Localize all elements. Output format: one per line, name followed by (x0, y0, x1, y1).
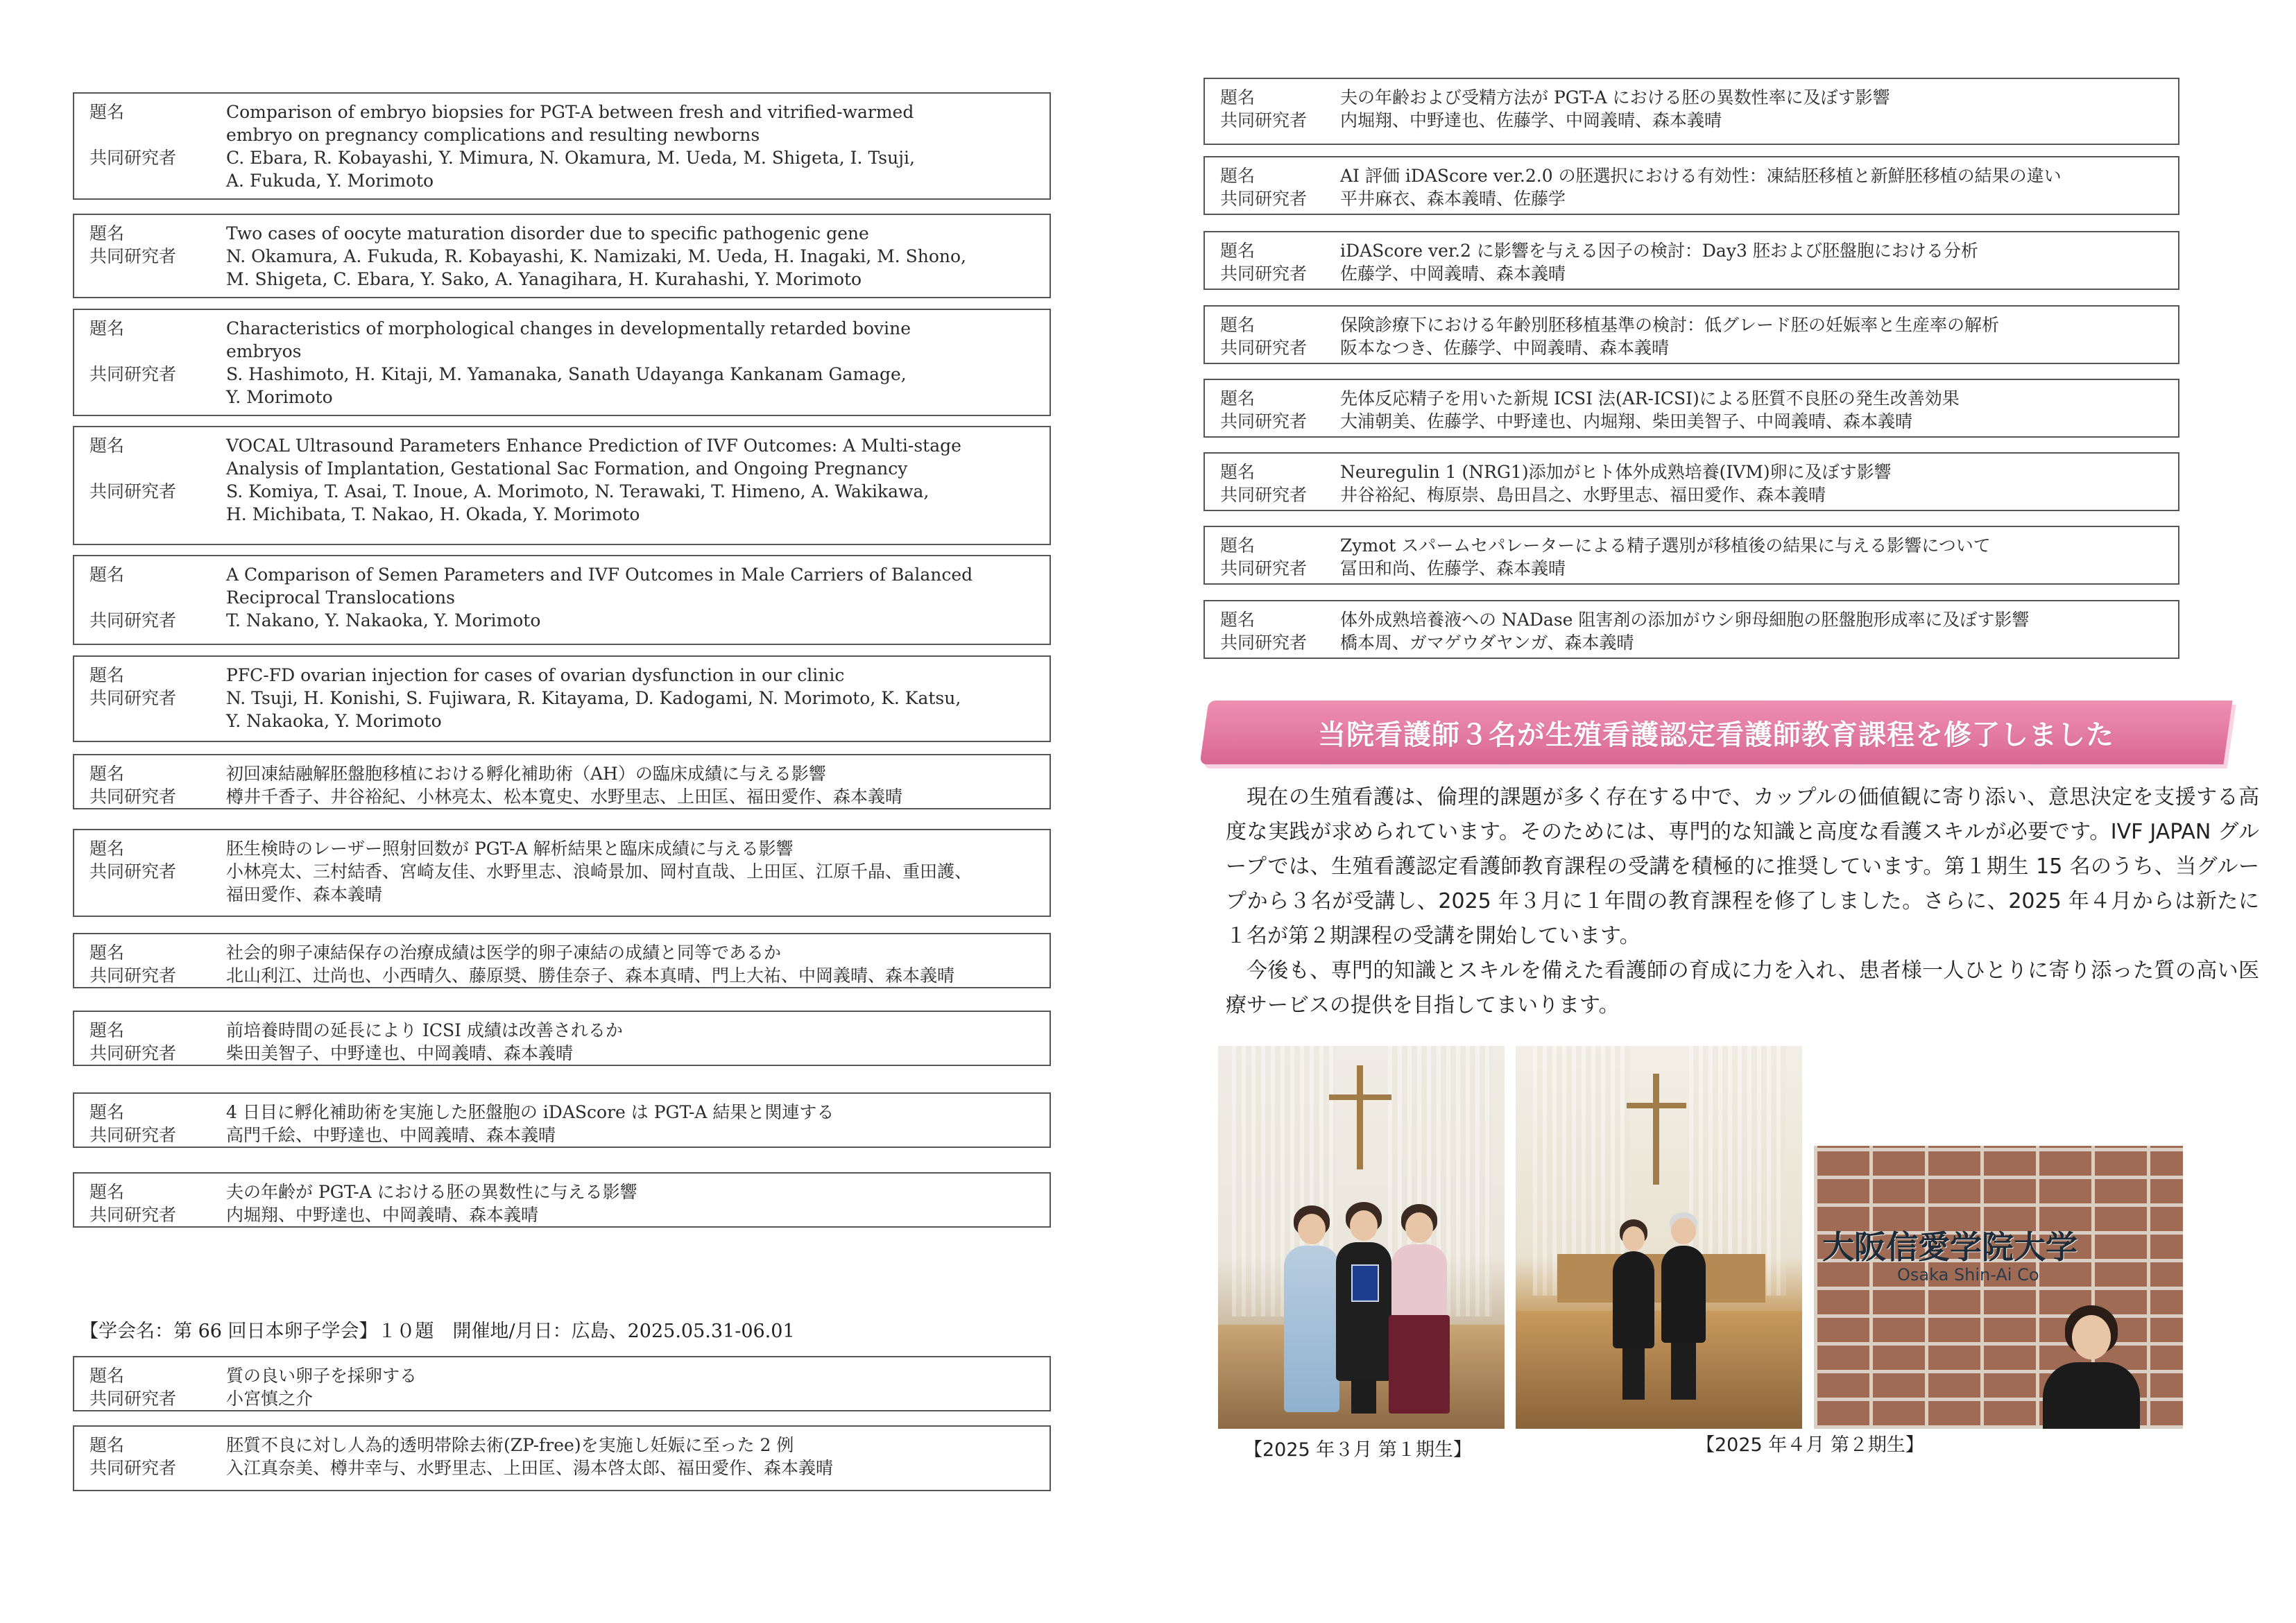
person-figure (1336, 1202, 1391, 1414)
entry-authors: N. Tsuji, H. Konishi, S. Fujiwara, R. Kitayama, D. Kadogami, N. Morimoto, K. Katsu, Y. Nakaoka, Y. Morimoto (226, 688, 961, 731)
authors-label: 共同研究者 (1220, 485, 1308, 505)
title-label: 題名 (89, 436, 125, 456)
entry-title: AI 評価 iDAScore ver.2.0 の胚選択における有効性：凍結胚移植と新鮮胚移植の結果の違い (1340, 166, 2062, 186)
entry-authors: 小林亮太、三村結香、宮崎友佳、水野里志、浪崎景加、岡村直哉、上田匡、江原千晶、重田護、 福田愛作、森本義晴 (226, 861, 973, 904)
presentation-entry (73, 555, 1051, 645)
entry-authors: 内堀翔、中野達也、佐藤学、中岡義晴、森本義晴 (1340, 110, 1722, 130)
presentation-entry (73, 214, 1051, 298)
authors-label: 共同研究者 (89, 1125, 177, 1145)
title-label: 題名 (89, 665, 125, 685)
presentation-entry (73, 655, 1051, 742)
entry-title: PFC-FD ovarian injection for cases of ovarian dysfunction in our clinic (226, 665, 845, 685)
entry-title: 夫の年齢および受精方法が PGT-A における胚の異数性率に及ぼす影響 (1340, 87, 1890, 108)
entry-authors: S. Komiya, T. Asai, T. Inoue, A. Morimoto, N. Terawaki, T. Himeno, A. Wakikawa, H. Michibata, T. Nakao, H. Okada, Y. Morimoto (226, 481, 929, 524)
entry-title: 4 日目に孵化補助術を実施した胚盤胞の iDAScore は PGT-A 結果と関連する (226, 1102, 834, 1122)
title-label: 題名 (1220, 87, 1256, 108)
presentation-entry (1203, 379, 2179, 438)
presentation-entry (73, 829, 1051, 917)
presentation-entry (73, 754, 1051, 809)
entry-title: 質の良い卵子を採卵する (226, 1366, 418, 1386)
authors-label: 共同研究者 (89, 1389, 177, 1409)
title-label: 題名 (89, 223, 125, 243)
entry-title: Zymot スパームセパレーターによる精子選別が移植後の結果に与える影響について (1340, 535, 1991, 556)
entry-title: 体外成熟培養液への NADase 阻害剤の添加がウシ卵母細胞の胚盤胞形成率に及ぼす影響 (1340, 610, 2030, 630)
entry-title: 先体反応精子を用いた新規 ICSI 法(AR-ICSI)による胚質不良胚の発生改善効果 (1340, 388, 1960, 409)
entry-title: Characteristics of morphological changes in developmentally retarded bovine embryos (226, 318, 911, 361)
title-label: 題名 (1220, 166, 1256, 186)
authors-label: 共同研究者 (1220, 110, 1308, 130)
entry-authors: C. Ebara, R. Kobayashi, Y. Mimura, N. Okamura, M. Ueda, M. Shigeta, I. Tsuji, A. Fukuda, Y. Morimoto (226, 148, 915, 191)
authors-label: 共同研究者 (1220, 411, 1308, 431)
authors-label: 共同研究者 (89, 1458, 177, 1478)
title-label: 題名 (89, 1102, 125, 1122)
entry-authors: 樽井千香子、井谷裕紀、小林亮太、松本寛史、水野里志、上田匡、福田愛作、森本義晴 (226, 787, 903, 807)
presentation-entry (73, 1011, 1051, 1066)
entry-title: VOCAL Ultrasound Parameters Enhance Prediction of IVF Outcomes: A Multi-stage Analysis of Implantation, Gestational Sac Formation, and Ongoing Pregnancy (226, 436, 961, 479)
photo-university-sign (1814, 1146, 2183, 1429)
title-label: 題名 (89, 764, 125, 784)
entry-authors: S. Hashimoto, H. Kitaji, M. Yamanaka, Sanath Udayanga Kankanam Gamage, Y. Morimoto (226, 364, 907, 407)
presentation-entry (1203, 600, 2179, 659)
authors-label: 共同研究者 (89, 965, 177, 986)
presentation-entry (73, 1092, 1051, 1148)
university-sign-subtext: Osaka Shin-Ai Co (1897, 1265, 2039, 1285)
article-paragraph: 今後も、専門的知識とスキルを備えた看護師の育成に力を入れ、患者様一人ひとりに寄り添った質の高い医療サービスの提供を目指してまいります。 (1226, 959, 2259, 1017)
photo-caption-second: 【2025 年４月 第２期生】 (1696, 1434, 1924, 1456)
person-figure (1613, 1219, 1654, 1400)
presentation-entry (1203, 305, 2179, 364)
entry-authors: 柴田美智子、中野達也、中岡義晴、森本義晴 (226, 1043, 574, 1063)
presentation-entry (73, 92, 1051, 200)
title-label: 題名 (89, 839, 125, 859)
entry-title: 胚質不良に対し人為的透明帯除去術(ZP-free)を実施し妊娠に至った 2 例 (226, 1435, 794, 1455)
university-sign: 大阪信愛学院大学 (1822, 1228, 2077, 1266)
entry-title: 胚生検時のレーザー照射回数が PGT-A 解析結果と臨床成績に与える影響 (226, 839, 794, 859)
entry-authors: 冨田和尚、佐藤学、森本義晴 (1340, 558, 1566, 578)
authors-label: 共同研究者 (89, 148, 177, 168)
entry-authors: T. Nakano, Y. Nakaoka, Y. Morimoto (226, 610, 541, 630)
entry-authors: 入江真奈美、樽井幸与、水野里志、上田匡、湯本啓太郎、福田愛作、森本義晴 (226, 1458, 834, 1478)
authors-label: 共同研究者 (89, 481, 177, 501)
entry-title: 前培養時間の延長により ICSI 成績は改善されるか (226, 1020, 623, 1040)
presentation-entry (73, 1172, 1051, 1228)
entry-authors: 高門千絵、中野達也、中岡義晴、森本義晴 (226, 1125, 556, 1145)
presentation-entry (73, 1356, 1051, 1411)
entry-title: 保険診療下における年齢別胚移植基準の検討：低グレード胚の妊娠率と生産率の解析 (1340, 315, 2000, 335)
authors-label: 共同研究者 (89, 1043, 177, 1063)
authors-label: 共同研究者 (1220, 558, 1308, 578)
entry-authors: 平井麻衣、森本義晴、佐藤学 (1340, 189, 1566, 209)
entry-title: iDAScore ver.2 に影響を与える因子の検討：Day3 胚および胚盤胞における分析 (1340, 241, 1978, 261)
photo-caption-first: 【2025 年３月 第１期生】 (1244, 1439, 1472, 1461)
presentation-entry (73, 309, 1051, 416)
article-heading: 当院看護師３名が生殖看護認定看護師教育課程を修了しました (1318, 719, 2114, 751)
authors-label: 共同研究者 (1220, 189, 1308, 209)
presentation-entry (1203, 452, 2179, 511)
photo-second-cohort-chapel (1516, 1046, 1802, 1429)
entry-authors: 阪本なつき、佐藤学、中岡義晴、森本義晴 (1340, 338, 1670, 358)
entry-title: Two cases of oocyte maturation disorder due to specific pathogenic gene (226, 223, 869, 243)
title-label: 題名 (1220, 535, 1256, 556)
title-label: 題名 (1220, 241, 1256, 261)
title-label: 題名 (1220, 315, 1256, 335)
entry-authors: 内堀翔、中野達也、中岡義晴、森本義晴 (226, 1205, 539, 1225)
entry-title: Comparison of embryo biopsies for PGT-A between fresh and vitrified-warmed embryo on pregnancy complications and resulting newborns (226, 102, 914, 145)
entry-authors: 小宮慎之介 (226, 1389, 314, 1409)
person-figure (1284, 1205, 1339, 1414)
title-label: 題名 (1220, 388, 1256, 409)
authors-label: 共同研究者 (89, 246, 177, 266)
presentation-entry (73, 1425, 1051, 1491)
title-label: 題名 (89, 102, 125, 122)
title-label: 題名 (1220, 610, 1256, 630)
authors-label: 共同研究者 (89, 1205, 177, 1225)
article-body (1226, 780, 2259, 1023)
entry-authors: 佐藤学、中岡義晴、森本義晴 (1340, 264, 1566, 284)
entry-authors: 井谷裕紀、梅原崇、島田昌之、水野里志、福田愛作、森本義晴 (1340, 485, 1826, 505)
entry-title: A Comparison of Semen Parameters and IVF Outcomes in Male Carriers of Balanced Reciprocal Translocations (226, 565, 973, 608)
presentation-entry (73, 426, 1051, 545)
entry-authors: 北山利江、辻尚也、小西晴久、藤原奨、勝佳奈子、森本真晴、門上大祐、中岡義晴、森本義晴 (226, 965, 955, 986)
right-page (1148, 0, 2296, 1623)
title-label: 題名 (1220, 462, 1256, 482)
entry-title: 初回凍結融解胚盤胞移植における孵化補助術（AH）の臨床成績に与える影響 (226, 764, 826, 784)
entry-title: 社会的卵子凍結保存の治療成績は医学的卵子凍結の成績と同等であるか (226, 943, 782, 963)
title-label: 題名 (89, 943, 125, 963)
title-label: 題名 (89, 1020, 125, 1040)
presentation-entry (73, 933, 1051, 988)
presentation-entry (1203, 231, 2179, 290)
authors-label: 共同研究者 (1220, 264, 1308, 284)
entry-title: 夫の年齢が PGT-A における胚の異数性に与える影響 (226, 1182, 637, 1202)
title-label: 題名 (89, 565, 125, 585)
title-label: 題名 (89, 1435, 125, 1455)
person-figure (1661, 1212, 1706, 1400)
authors-label: 共同研究者 (89, 364, 177, 384)
photo-first-cohort (1218, 1046, 1505, 1429)
presentation-entry (1203, 156, 2179, 215)
authors-label: 共同研究者 (89, 610, 177, 630)
title-label: 題名 (89, 318, 125, 338)
person-figure (2043, 1305, 2140, 1429)
entry-authors: 橋本周、ガマゲウダヤンガ、森本義晴 (1340, 633, 1634, 653)
presentation-entry (1203, 526, 2179, 585)
authors-label: 共同研究者 (89, 688, 177, 708)
authors-label: 共同研究者 (89, 861, 177, 882)
authors-label: 共同研究者 (89, 787, 177, 807)
person-figure (1391, 1204, 1447, 1414)
entry-authors: 大浦朝美、佐藤学、中野達也、内堀翔、柴田美智子、中岡義晴、森本義晴 (1340, 411, 1913, 431)
authors-label: 共同研究者 (1220, 338, 1308, 358)
authors-label: 共同研究者 (1220, 633, 1308, 653)
conference-heading: 【学会名：第 66 回日本卵子学会】１０題 開催地/月日：広島、2025.05.31-06.01 (80, 1321, 795, 1342)
entry-title: Neuregulin 1 (NRG1)添加がヒト体外成熟培養(IVM)卵に及ぼす影響 (1340, 462, 1892, 482)
presentation-entry (1203, 78, 2179, 145)
entry-authors: N. Okamura, A. Fukuda, R. Kobayashi, K. Namizaki, M. Ueda, H. Inagaki, M. Shono, M. Shigeta, C. Ebara, Y. Sako, A. Yanagihara, H. Kurahashi, Y. Morimoto (226, 246, 966, 289)
article-paragraph: 現在の生殖看護は、倫理的課題が多く存在する中で、カップルの価値観に寄り添い、意思決定を支援する高度な実践が求められています。そのためには、専門的な知識と高度な看護スキルが必要です。IVF JAPAN グループでは、生殖看護認定看護師教育課程の受講を積極的に推奨しています。第１期生 15 名のうち、当グループから３名が受講し、2025 年３月に１年間の教育課程を修了しました。さらに、2025 年４月からは新たに１名が第２期課程の受講を開始しています。 (1226, 785, 2259, 948)
title-label: 題名 (89, 1366, 125, 1386)
title-label: 題名 (89, 1182, 125, 1202)
